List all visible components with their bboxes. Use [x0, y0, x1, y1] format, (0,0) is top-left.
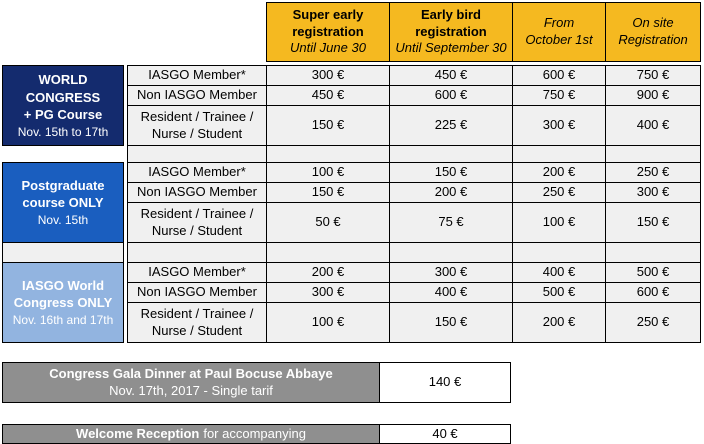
row-label-resident-2: Nurse / Student — [151, 125, 243, 141]
row-label-member: IASGO Member* — [127, 262, 267, 283]
price-cell: 600 € — [389, 85, 513, 106]
price-cell: 150 € — [605, 202, 701, 243]
header-early-bird-sub: Until September 30 — [395, 40, 507, 56]
separator-row — [389, 145, 513, 163]
category-1-line1: WORLD CONGRESS — [25, 72, 101, 105]
price-cell: 300 € — [266, 282, 390, 303]
price-cell: 500 € — [512, 282, 606, 303]
header-early-bird — [389, 2, 513, 62]
row-label-resident-2: Nurse / Student — [151, 322, 243, 338]
price-cell: 400 € — [605, 105, 701, 146]
row-label-resident-1: Resident / Trainee / — [140, 206, 254, 222]
price-cell: 450 € — [266, 85, 390, 106]
price-cell: 900 € — [605, 85, 701, 106]
category-world-congress-only — [2, 262, 124, 343]
price-cell: 600 € — [605, 282, 701, 303]
header-super-early-sub: Until June 30 — [290, 40, 366, 56]
separator-row — [389, 242, 513, 263]
price-cell: 300 € — [512, 105, 606, 146]
separator-row — [605, 145, 701, 163]
category-2-sub: Nov. 15th — [37, 212, 89, 227]
price-cell: 250 € — [605, 162, 701, 183]
price-cell: 200 € — [266, 262, 390, 283]
welcome-reception-rest: for accompanying — [203, 425, 306, 441]
price-cell: 150 € — [266, 182, 390, 203]
category-postgraduate — [2, 162, 124, 243]
header-on-site-sub: Registration — [618, 32, 688, 47]
price-cell: 200 € — [512, 162, 606, 183]
price-cell: 50 € — [266, 202, 390, 243]
price-cell: 75 € — [389, 202, 513, 243]
price-cell: 450 € — [389, 65, 513, 86]
price-cell: 500 € — [605, 262, 701, 283]
header-from-sub: October 1st — [525, 32, 593, 47]
category-1-line2: + PG Course — [23, 107, 103, 123]
header-early-bird-title: Early bird registration — [415, 6, 487, 39]
header-from — [512, 2, 606, 62]
row-label-non-member: Non IASGO Member — [127, 282, 267, 303]
price-cell: 100 € — [512, 202, 606, 243]
separator-row — [266, 242, 390, 263]
price-cell: 300 € — [266, 65, 390, 86]
gala-dinner-label — [2, 362, 380, 403]
price-cell: 250 € — [605, 302, 701, 343]
row-label-member: IASGO Member* — [127, 65, 267, 86]
header-from-title: From — [543, 15, 575, 31]
price-cell: 100 € — [266, 302, 390, 343]
separator-row — [512, 242, 606, 263]
row-label-member: IASGO Member* — [127, 162, 267, 183]
category-2-line1: Postgraduate — [21, 177, 105, 193]
price-cell: 600 € — [512, 65, 606, 86]
price-cell: 750 € — [512, 85, 606, 106]
price-cell: 300 € — [389, 262, 513, 283]
separator-row — [127, 242, 267, 263]
price-cell: 150 € — [266, 105, 390, 146]
row-label-resident-1: Resident / Trainee / — [140, 109, 254, 125]
separator-row — [266, 145, 390, 163]
price-cell: 150 € — [389, 162, 513, 183]
separator-row — [2, 242, 124, 263]
category-world-congress-pg — [2, 65, 124, 146]
row-label-resident-2: Nurse / Student — [151, 222, 243, 238]
price-cell: 250 € — [512, 182, 606, 203]
price-cell: 750 € — [605, 65, 701, 86]
welcome-reception-price: 40 € — [379, 424, 511, 444]
row-label-resident-1: Resident / Trainee / — [140, 306, 254, 322]
header-on-site-title: On site — [632, 15, 674, 31]
gala-dinner-sub: Nov. 17th, 2017 - Single tarif — [109, 382, 273, 398]
price-cell: 400 € — [389, 282, 513, 303]
welcome-reception-title: Welcome Reception — [76, 425, 200, 441]
price-cell: 300 € — [605, 182, 701, 203]
price-cell: 225 € — [389, 105, 513, 146]
row-label-resident — [127, 202, 267, 243]
price-cell: 150 € — [389, 302, 513, 343]
separator-row — [605, 242, 701, 263]
header-super-early-title: Super early registration — [292, 6, 364, 39]
header-on-site — [605, 2, 701, 62]
separator-row — [512, 145, 606, 163]
header-super-early — [266, 2, 390, 62]
price-cell: 400 € — [512, 262, 606, 283]
row-label-non-member: Non IASGO Member — [127, 182, 267, 203]
separator-row — [127, 145, 267, 163]
price-cell: 200 € — [512, 302, 606, 343]
price-cell: 100 € — [266, 162, 390, 183]
category-3-line1: IASGO World — [21, 277, 105, 293]
category-1-sub: Nov. 15th to 17th — [17, 124, 109, 139]
category-3-line2: Congress ONLY — [13, 295, 113, 311]
price-cell: 200 € — [389, 182, 513, 203]
category-2-line2: course ONLY — [22, 195, 104, 211]
row-label-resident — [127, 302, 267, 343]
row-label-resident — [127, 105, 267, 146]
category-3-sub: Nov. 16th and 17th — [12, 312, 114, 327]
row-label-non-member: Non IASGO Member — [127, 85, 267, 106]
welcome-reception-label — [2, 424, 380, 444]
gala-dinner-title: Congress Gala Dinner at Paul Bocuse Abbaye — [49, 365, 333, 381]
gala-dinner-price: 140 € — [379, 362, 511, 403]
